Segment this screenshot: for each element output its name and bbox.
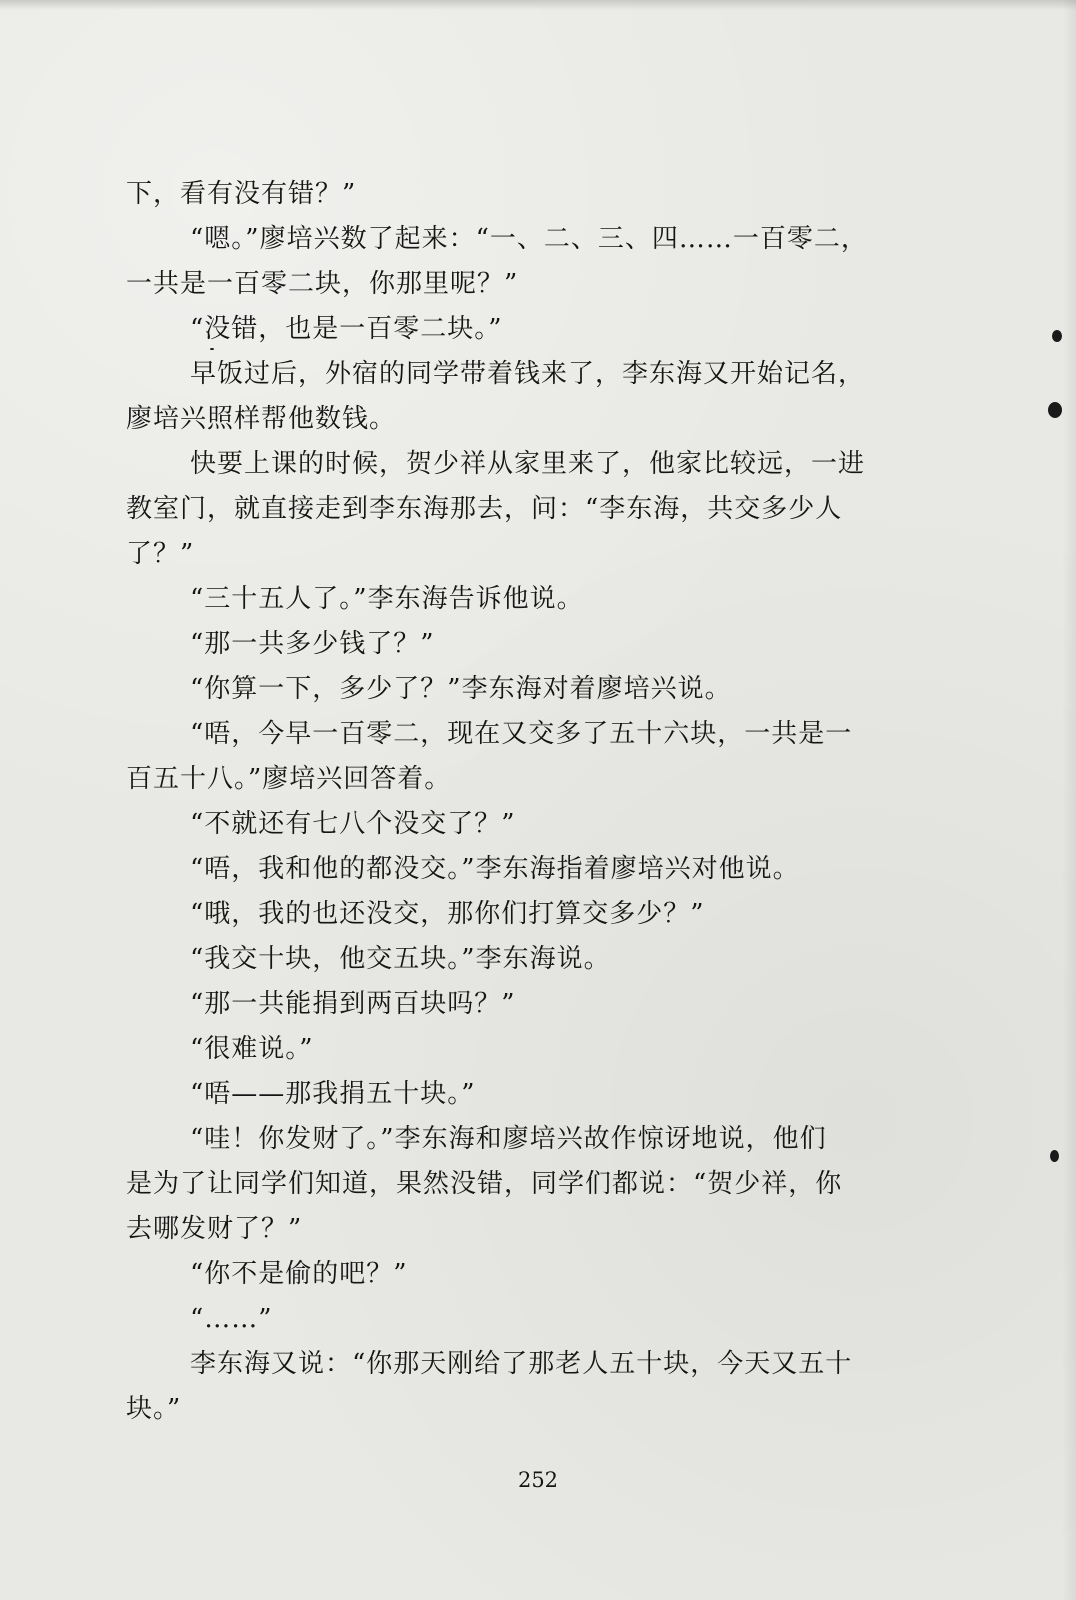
text-line: 是为了让同学们知道，果然没错，同学们都说：“贺少祥，你 (126, 1169, 843, 1199)
text-line: “没错，也是一百零二块。” (190, 314, 503, 344)
text-line: 李东海又说：“你那天刚给了那老人五十块，今天又五十 (190, 1349, 853, 1379)
scan-speck (1048, 402, 1062, 418)
text-line: 一共是一百零二块，你那里呢？” (126, 269, 519, 299)
text-line: “那一共能捐到两百块吗？” (190, 989, 516, 1019)
text-line: “……” (190, 1304, 273, 1334)
text-line: 去哪发财了？” (126, 1214, 303, 1244)
scan-speck (1050, 1150, 1059, 1162)
text-line: 了？” (126, 539, 195, 569)
text-line: 下，看有没有错？” (126, 179, 357, 209)
scan-speck (1052, 330, 1062, 342)
text-line: “不就还有七八个没交了？” (190, 809, 516, 839)
page-top-shadow (0, 0, 1076, 10)
text-line: 块。” (126, 1394, 182, 1424)
text-line: “那一共多少钱了？” (190, 629, 435, 659)
text-line: “你算一下，多少了？”李东海对着廖培兴说。 (190, 674, 732, 704)
page-right-shadow (1062, 0, 1076, 1600)
text-line: “哦，我的也还没交，那你们打算交多少？” (190, 899, 705, 929)
text-line: “唔，我和他的都没交。”李东海指着廖培兴对他说。 (190, 854, 800, 884)
text-line: 百五十八。”廖培兴回答着。 (126, 764, 452, 794)
text-line: “嗯。”廖培兴数了起来：“一、二、三、四……一百零二， (190, 224, 868, 254)
text-line: “很难说。” (190, 1034, 314, 1064)
text-line: “哇！你发财了。”李东海和廖培兴故作惊讶地说，他们 (190, 1124, 827, 1154)
text-line: “唔，今早一百零二，现在又交多了五十六块，一共是一 (190, 719, 853, 749)
body-text (126, 172, 956, 1432)
text-line: 早饭过后，外宿的同学带着钱来了，李东海又开始记名， (190, 359, 866, 389)
text-line: “唔——那我捐五十块。” (190, 1079, 476, 1109)
text-line: “你不是偷的吧？” (190, 1259, 408, 1289)
text-line: 教室门，就直接走到李东海那去，问：“李东海，共交多少人 (126, 494, 843, 524)
text-line: 快要上课的时候，贺少祥从家里来了，他家比较远，一进 (190, 449, 866, 479)
text-line: “三十五人了。”李东海告诉他说。 (190, 584, 584, 614)
text-line: 廖培兴照样帮他数钱。 (126, 404, 397, 434)
text-line: “我交十块，他交五块。”李东海说。 (190, 944, 611, 974)
page-number: 252 (517, 1468, 559, 1492)
